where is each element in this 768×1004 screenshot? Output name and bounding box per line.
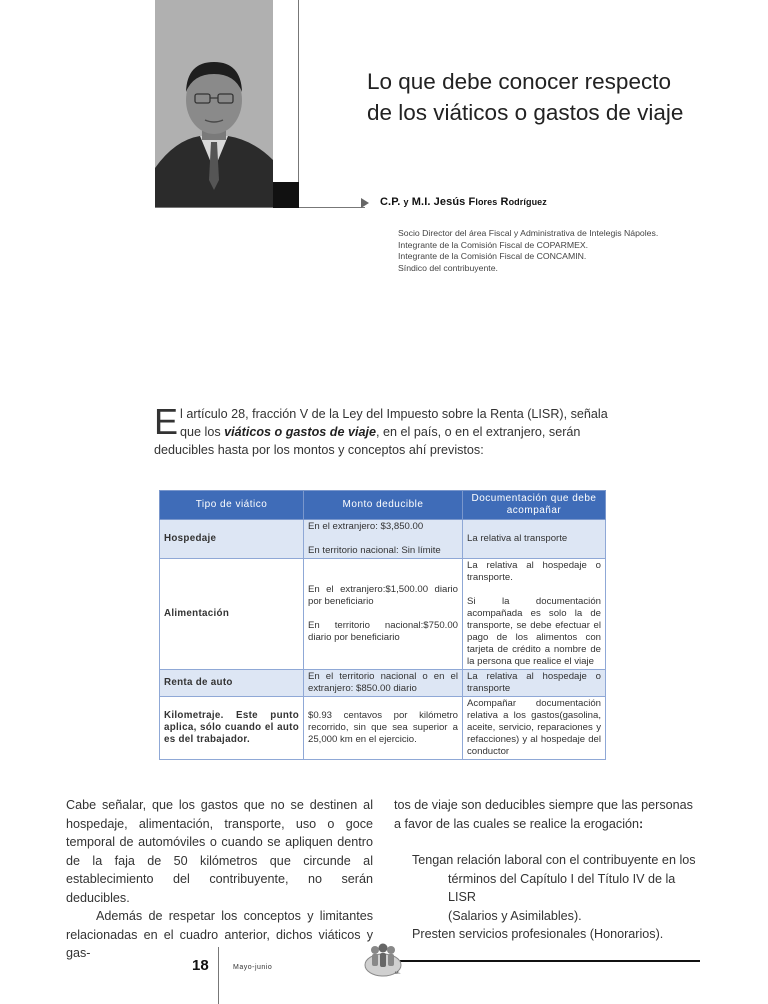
article-title xyxy=(367,66,747,128)
cell-text: En el extranjero: $3,850.00 xyxy=(308,521,424,532)
author-bio xyxy=(398,228,658,274)
cell-text: En el extranjero:$1,500.00 diario por beneficiario xyxy=(308,584,458,607)
body-text: : xyxy=(639,816,644,831)
author-part: lores xyxy=(475,197,498,207)
cell-text: En territorio nacional: Sin límite xyxy=(308,545,441,556)
intro-emphasis: viáticos o gastos de viaje xyxy=(224,425,377,439)
table-header-row xyxy=(160,491,606,520)
frame-line xyxy=(298,0,299,208)
author-part: R xyxy=(497,196,509,208)
table-cell: La relativa al transporte xyxy=(463,520,606,559)
left-column xyxy=(66,796,373,963)
table-cell: Hospedaje xyxy=(160,520,304,559)
body-paragraph xyxy=(394,796,702,833)
cell-text: Si la documentación acompañada es solo la de transporte, se debe efectuar el pago de los alimentos con tarjeta de crédito a nombre de la persona que realice el viaje xyxy=(467,596,601,667)
viaticos-table xyxy=(159,490,606,760)
author-part: F xyxy=(468,196,476,208)
bio-line: Integrante de la Comisión Fiscal de COPARMEX. xyxy=(398,239,589,250)
table-cell: Renta de auto xyxy=(160,670,304,697)
list-item-continuation: términos del Capítulo I del Título IV de la LISR xyxy=(448,871,676,904)
frame-line xyxy=(155,207,365,208)
triangle-bullet-icon xyxy=(361,198,369,208)
bio-line: Integrante de la Comisión Fiscal de CONCAMIN. xyxy=(398,251,587,261)
magazine-logo-icon xyxy=(361,943,405,977)
table-row xyxy=(160,520,606,559)
table-cell: La relativa al hospedaje o transporte xyxy=(463,670,606,697)
table-cell: En el territorio nacional o en el extranjero: $850.00 diario xyxy=(304,670,463,697)
page-number: 18 xyxy=(192,957,209,974)
intro-paragraph xyxy=(154,401,616,459)
column-header: Monto deducible xyxy=(304,491,463,520)
bio-line: Síndico del contribuyente. xyxy=(398,262,498,273)
list-item: Presten servicios profesionales (Honorarios). xyxy=(412,927,664,941)
author-part: odríguez xyxy=(508,197,547,207)
table-row xyxy=(160,697,606,760)
author-name xyxy=(380,196,547,208)
table-row xyxy=(160,670,606,697)
table-cell xyxy=(304,520,463,559)
list-item: Tengan relación laboral con el contribuyente en los xyxy=(412,853,696,867)
table-cell: Acompañar documentación relativa a los gastos(gasolina, aceite, servicio, reparaciones y refacciones) y al hospedaje del conductor xyxy=(463,697,606,760)
body-paragraph: Además de respetar los conceptos y limitantes relacionadas en el cuadro anterior, dichos viáticos y gas- xyxy=(66,909,373,960)
drop-cap: E xyxy=(154,401,179,442)
intro-text: l artículo 28, fracción V de la Ley del Impuesto sobre la Renta (LISR), señala que los xyxy=(180,407,608,439)
body-text: tos de viaje son deducibles siempre que las personas a favor de las cuales se realice la erogación xyxy=(394,798,693,831)
author-part: C.P. xyxy=(380,196,404,208)
table-cell: $0.93 centavos por kilómetro recorrido, sin que sea superior a 25,000 km en el ejercicio. xyxy=(304,697,463,760)
bio-line: Socio Director del área Fiscal y Administrativa de Intelegis Nápoles. xyxy=(398,228,659,238)
cell-text: La relativa al hospedaje o transporte. xyxy=(467,560,601,583)
author-part: M.I. Jesús xyxy=(408,196,469,208)
column-header: Documentación que debe acompañar xyxy=(463,491,606,520)
cell-text: En territorio nacional:$750.00 diario por beneficiario xyxy=(308,620,458,643)
title-line: Lo que debe conocer respecto xyxy=(367,69,671,94)
footer-rule xyxy=(400,960,700,962)
table-cell xyxy=(304,559,463,670)
table-cell: Kilometraje. Este punto aplica, sólo cuando el auto es del trabajador. xyxy=(160,697,304,760)
author-part: y xyxy=(403,197,409,207)
title-line: de los viáticos o gastos de viaje xyxy=(367,100,684,125)
right-column xyxy=(394,796,702,944)
author-photo xyxy=(155,0,273,208)
footer-divider xyxy=(218,947,219,1004)
table-cell: Alimentación xyxy=(160,559,304,670)
intro-text: , en el país, o en el extranjero, serán deducibles hasta por los montos y conceptos ahí previstos: xyxy=(154,425,581,457)
body-paragraph: Cabe señalar, que los gastos que no se destinen al hospedaje, alimentación, transporte, uso o goce temporal de automóviles o cuando se apliquen dentro de la faja de 50 kilómetros que circunde al establecimiento del contribuyente, no serán deducibles. xyxy=(66,798,373,905)
logo-text: ML xyxy=(395,970,401,975)
column-header: Tipo de viático xyxy=(160,491,304,520)
issue-label: Mayo-junio xyxy=(233,964,273,971)
decorative-block xyxy=(273,182,299,208)
table-cell xyxy=(463,559,606,670)
list-item-continuation: (Salarios y Asimilables). xyxy=(448,908,582,923)
table-row xyxy=(160,559,606,670)
